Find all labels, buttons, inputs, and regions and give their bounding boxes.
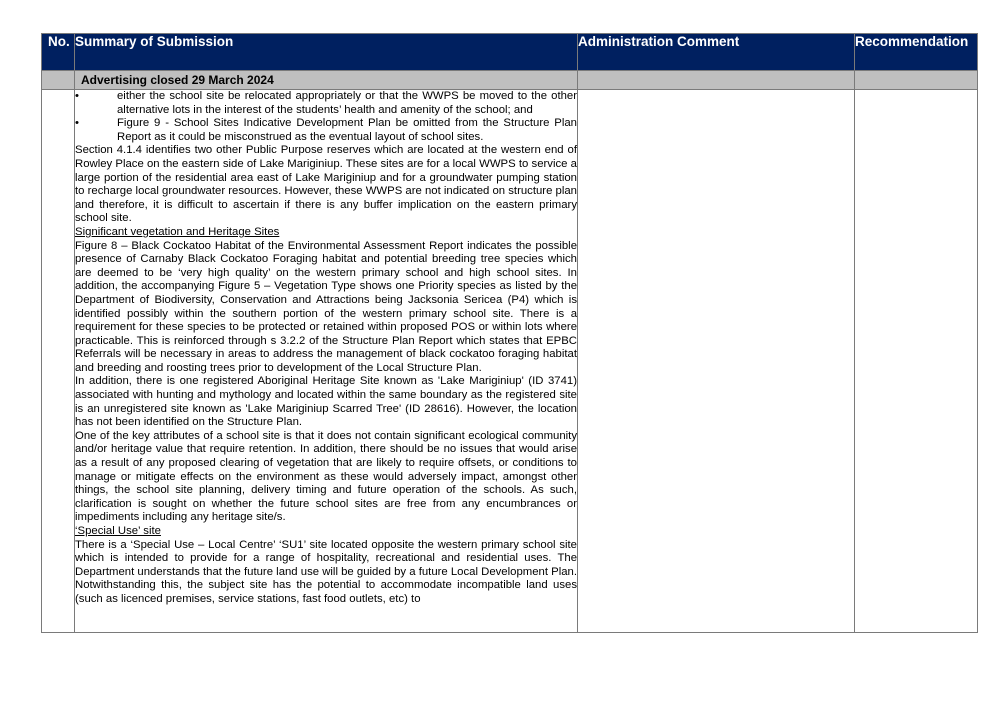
paragraph-aboriginal-heritage: In addition, there is one registered Aboriginal Heritage Site known as 'Lake Mariginiup' (ID 3741) associated with hunting and mythology and located within the same boundary as the registered site is an unregistered site known as 'Lake Mariginiup Scarred Tree' (ID 28616). However, the location has not been identified on the Structure Plan. [75, 375, 577, 429]
header-summary: Summary of Submission [75, 34, 578, 71]
bullet-text: Figure 9 - School Sites Indicative Development Plan be omitted from the Structure Plan Report as it could be misconstrued as the eventual layout of school sites. [117, 117, 577, 143]
admin-comment-cell [578, 90, 855, 633]
header-no: No. [42, 34, 75, 71]
list-item [75, 90, 577, 117]
table-header-row [42, 34, 978, 71]
bullet-icon: • [75, 90, 79, 102]
bullet-icon: • [75, 117, 79, 130]
header-recommendation: Recommendation [855, 34, 978, 71]
table-row [42, 90, 978, 633]
paragraph-school-site-attributes: One of the key attributes of a school site is that it does not contain significant ecological community and/or heritage value that require retention. In addition, there should be no issues that would arise as a result of any proposed clearing of vegetation that are likely to require offsets, or conditions to manage or mitigate effects on the environment as these would adversely impact, amongst other things, the school site planning, delivery timing and future operation of the schools. As such, clarification is sought on whether the future school sites are free from any encumbrances or impediments including any heritage site/s. [75, 429, 577, 524]
paragraph-special-use: There is a ‘Special Use – Local Centre’ ‘SU1’ site located opposite the western primary school site which is intended to provide for a range of hospitality, recreational and residential uses. The Department understands that the future land use will be guided by a future Local Development Plan. Notwithstanding this, the subject site has the potential to accommodate incompatible land uses (such as licenced premises, service stations, fast food outlets, etc) to [75, 538, 577, 605]
recommendation-cell [855, 90, 978, 633]
closed-row-recommendation-cell [855, 71, 978, 90]
closed-row-admin-cell [578, 71, 855, 90]
closed-row-no-cell [42, 71, 75, 90]
submissions-table [41, 33, 978, 633]
summary-cell [75, 90, 578, 633]
paragraph-black-cockatoo: Figure 8 – Black Cockatoo Habitat of the Environmental Assessment Report indicates the possible presence of Carnaby Black Cockatoo Foraging habitat and potential breeding tree species which are deemed to be ‘very high quality’ on the western primary school and high school sites. In addition, the accompanying Figure 5 – Vegetation Type shows one Priority species as listed by the Department of Biodiversity, Conservation and Attractions being Jacksonia Sericea (P4) which is identified possibly within the southern portion of the western primary school site. There is a requirement for these species to be protected or retained within proposed POS or within lots where practicable. This is reinforced through s 3.2.2 of the Structure Plan Report which states that EPBC Referrals will be necessary in areas to address the management of black cockatoo foraging habitat and breeding and roosting trees prior to development of the Local Structure Plan. [75, 239, 577, 374]
bullet-text: either the school site be relocated appropriately or that the WWPS be moved to the other alternative lots in the interest of the students’ health and amenity of the school; and [117, 90, 577, 116]
list-item [75, 117, 577, 144]
header-admin-comment: Administration Comment [578, 34, 855, 71]
row-number-cell [42, 90, 75, 633]
advertising-closed-row [42, 71, 978, 90]
heading-special-use-site: ‘Special Use’ site [75, 525, 161, 537]
paragraph-public-purpose-reserves: Section 4.1.4 identifies two other Public Purpose reserves which are located at the western end of Rowley Place on the eastern side of Lake Mariginiup. These sites are for a local WWPS to service a large portion of the residential area east of Lake Mariginiup and for a groundwater pumping station to recharge local groundwater resources. However, these WWPS are not indicated on structure plan and therefore, it is difficult to ascertain if there is any buffer implication on the eastern primary school site. [75, 144, 577, 225]
advertising-closed-label: Advertising closed 29 March 2024 [75, 71, 578, 90]
heading-vegetation-heritage: Significant vegetation and Heritage Sites [75, 225, 280, 238]
